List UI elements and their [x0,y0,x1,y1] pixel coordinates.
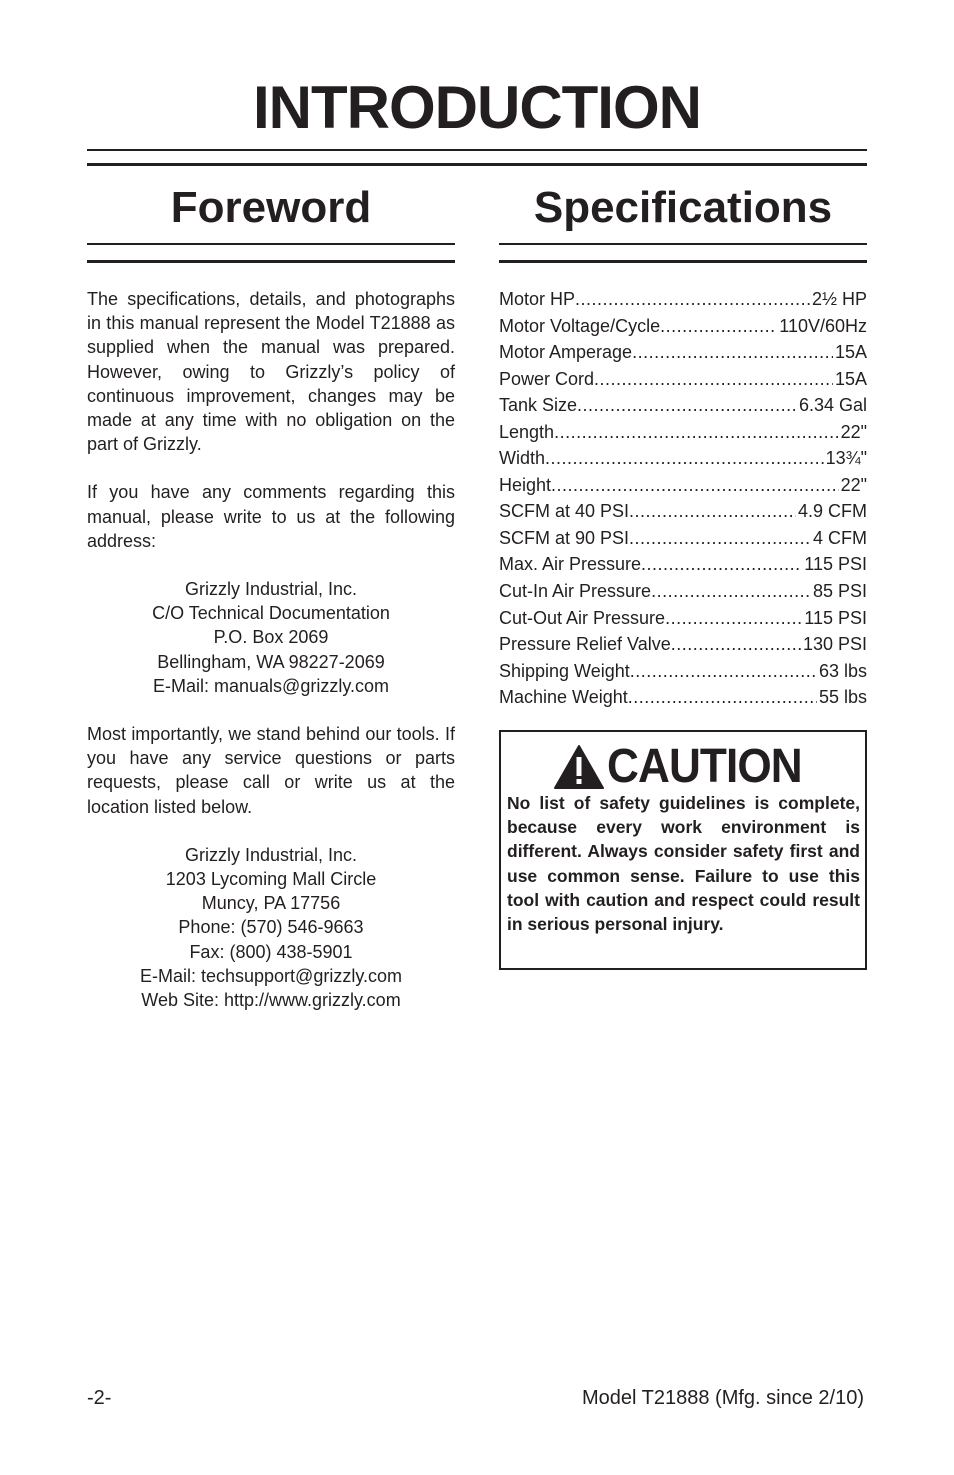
caution-message: No list of safety guidelines is complete, because every work environment is different. Always consider safety first and use common sense. Failure to use this tool with caution and respect could result in serious personal injury. [507,793,860,935]
spec-value: 115 PSI [804,554,867,575]
address-email: E-Mail: manuals@grizzly.com [153,675,389,696]
spec-label: Tank Size [499,395,578,416]
spec-row-machine-weight [499,684,867,711]
address-line: P.O. Box 2069 [213,627,329,648]
spec-row-cut-in-pressure [499,578,867,605]
fax-line: Fax: (800) 438-5901 [189,941,353,962]
spec-label: Max. Air Pressure [499,554,642,575]
spec-row-motor-amperage [499,339,867,366]
spec-label: Motor HP [499,289,576,309]
spec-row-tank-size [499,392,867,419]
spec-label: Motor Voltage/Cycle [499,315,661,336]
spec-label: Shipping Weight [499,660,630,681]
spec-label: SCFM at 40 PSI [499,501,630,522]
spec-label: Cut-Out Air Pressure [499,607,666,628]
spec-label: SCFM at 90 PSI [499,527,630,548]
specifications-heading: Specifications [533,183,833,232]
spec-value: 4 CFM [813,527,867,548]
spec-row-power-cord [499,366,867,393]
service-address [87,843,455,1012]
spec-row-relief-valve [499,631,867,658]
caution-box [499,730,867,970]
warning-triangle-icon [553,744,605,790]
caution-header [553,742,819,792]
address-line: Bellingham, WA 98227-2069 [157,651,385,672]
spec-label: Height [499,474,552,495]
foreword-rule-lower [87,260,455,263]
spec-value: 22" [840,421,867,442]
spec-value: 15A [834,368,867,389]
spec-value: 85 PSI [812,581,867,602]
comments-paragraph: If you have any comments regarding this manual, please write to us at the following address: [87,482,455,551]
spec-value: 15A [834,342,867,363]
foreword-paragraph: The specifications, details, and photographs in this manual represent the Model T21888 as supplied when the manual was prepared. However, owing to Grizzly’s policy of continuous improvement, changes may be made at any time with no obligation on the part of Grizzly. [87,289,455,455]
spec-value: 130 PSI [802,634,867,655]
phone-line: Phone: (570) 546-9663 [178,917,364,938]
spec-row-motor-voltage [499,313,867,340]
spec-value: 55 lbs [818,687,867,708]
spec-label: Length [499,421,555,442]
spec-row-width [499,445,867,472]
email-line: E-Mail: techsupport@grizzly.com [139,965,402,986]
page-number: -2- [87,1387,112,1409]
foreword-rule-upper [87,243,455,245]
model-footer: Model T21888 (Mfg. since 2/10) [581,1387,864,1409]
spec-label: Pressure Relief Valve [499,634,671,655]
title-rule-lower [87,163,867,166]
spec-label: Width [499,448,546,469]
spec-value: 63 lbs [818,660,867,681]
caution-heading: CAUTION [607,740,802,793]
address-line: 1203 Lycoming Mall Circle [165,869,377,890]
service-paragraph: Most importantly, we stand behind our tools. If you have any service questions or parts requests, please call or write us at the location listed below. [87,724,455,817]
spec-value: 115 PSI [804,607,867,628]
spec-row-shipping-weight [499,658,867,685]
spec-value: 110V/60Hz [779,315,867,336]
address-line: Grizzly Industrial, Inc. [184,579,358,600]
spec-row-max-air-pressure [499,551,867,578]
specifications-rule-lower [499,260,867,263]
spec-value: 22" [840,474,867,495]
spec-row-scfm-90 [499,525,867,552]
address-line: Grizzly Industrial, Inc. [184,844,358,865]
spec-value: 4.9 CFM [797,501,867,522]
spec-row-cut-out-pressure [499,605,867,632]
spec-row-length [499,419,867,446]
foreword-section [87,287,455,1036]
title-rule-upper [87,149,867,151]
spec-label: Motor Amperage [499,342,633,363]
address-line: C/O Technical Documentation [152,603,390,624]
foreword-heading: Foreword [170,183,372,232]
spec-value: 6.34 Gal [798,395,867,416]
spec-label: Machine Weight [499,687,628,708]
page-title: INTRODUCTION [253,74,701,141]
spec-value: 13¾" [825,448,867,469]
specifications-list [499,286,867,711]
spec-label: Power Cord [499,368,595,389]
spec-label: Cut-In Air Pressure [499,581,652,602]
spec-row-height [499,472,867,499]
spec-row-motor-hp [499,286,867,313]
documentation-address [87,577,455,698]
address-line: Muncy, PA 17756 [201,893,341,914]
website-line: Web Site: http://www.grizzly.com [141,990,401,1011]
spec-value: 2½ HP [811,289,867,309]
spec-row-scfm-40 [499,498,867,525]
specifications-rule-upper [499,243,867,245]
